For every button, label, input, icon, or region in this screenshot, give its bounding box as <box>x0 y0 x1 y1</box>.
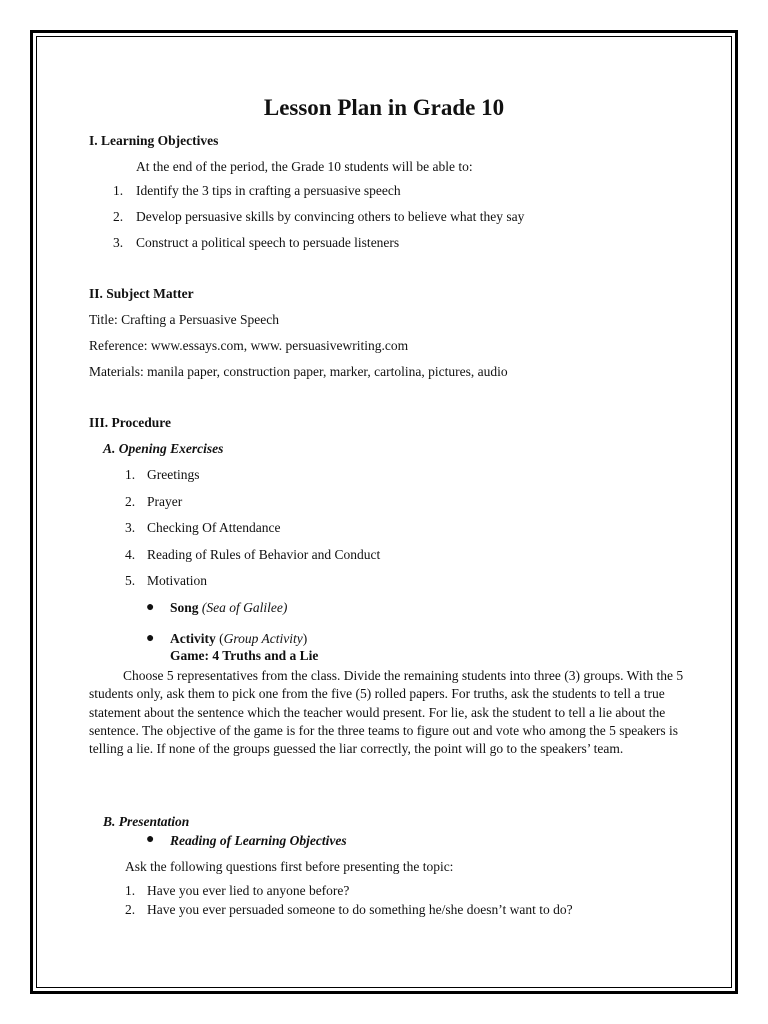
opening-item: Greetings <box>147 467 200 482</box>
subject-reference: Reference: www.essays.com, www. persuasivewriting.com <box>89 338 409 353</box>
motivation-song <box>170 600 287 616</box>
list-number: 2. <box>113 209 124 224</box>
section-heading-subject-matter: II. Subject Matter <box>89 286 194 301</box>
song-detail: (Sea of Galilee) <box>201 600 288 615</box>
question-item: Have you ever persuaded someone to do something he/she doesn’t want to do? <box>147 902 573 917</box>
page-border-inner <box>36 36 732 988</box>
list-number: 5. <box>125 573 136 588</box>
section-heading-procedure: III. Procedure <box>89 415 171 430</box>
objective-item: Identify the 3 tips in crafting a persuasive speech <box>136 183 401 198</box>
activity-paren-close: ) <box>302 631 308 646</box>
presentation-bullet: Reading of Learning Objectives <box>170 833 347 848</box>
activity-detail: Group Activity <box>223 631 303 646</box>
objective-item: Develop persuasive skills by convincing others to believe what they say <box>136 209 525 224</box>
objective-item: Construct a political speech to persuade listeners <box>136 235 400 250</box>
bullet-dot: ● <box>146 600 155 615</box>
activity-label: Activity <box>170 631 216 646</box>
game-description: Choose 5 representatives from the class. Divide the remaining students into three (3) groups. With the 5 students only, ask them to pick one from the five (5) rolled papers. For truths, ask the students to tell a true statement about the sentence which the teacher would present. For lie, ask the student to tell a lie about the sentence. The objective of the game is for the three teams to figure out and vote who among the 5 speakers is telling a lie. If none of the groups guessed the liar correctly, the point will go to the speakers’ team. <box>89 668 684 757</box>
bullet-dot: ● <box>146 631 155 646</box>
list-number: 4. <box>125 547 136 562</box>
subject-title: Title: Crafting a Persuasive Speech <box>89 312 279 327</box>
list-number: 1. <box>113 183 124 198</box>
list-number: 1. <box>125 883 136 898</box>
document-title: Lesson Plan in Grade 10 <box>263 95 505 120</box>
list-number: 1. <box>125 467 136 482</box>
list-number: 2. <box>125 902 136 917</box>
opening-item: Reading of Rules of Behavior and Conduct <box>147 547 381 562</box>
opening-item: Prayer <box>147 494 183 509</box>
section-heading-learning-objectives: I. Learning Objectives <box>89 133 219 148</box>
list-number: 3. <box>113 235 124 250</box>
question-item: Have you ever lied to anyone before? <box>147 883 350 898</box>
list-number: 3. <box>125 520 136 535</box>
presentation-intro: Ask the following questions first before presenting the topic: <box>125 859 454 874</box>
bullet-dot: ● <box>146 832 155 847</box>
motivation-activity <box>170 631 307 647</box>
objectives-intro: At the end of the period, the Grade 10 students will be able to: <box>136 159 473 174</box>
game-title: Game: 4 Truths and a Lie <box>170 648 319 663</box>
activity-paren-open: ( <box>215 631 224 646</box>
subject-materials: Materials: manila paper, construction paper, marker, cartolina, pictures, audio <box>89 364 508 379</box>
list-number: 2. <box>125 494 136 509</box>
subheading-presentation: B. Presentation <box>103 814 190 829</box>
song-label: Song <box>170 600 199 615</box>
opening-item: Checking Of Attendance <box>147 520 281 535</box>
opening-item: Motivation <box>147 573 207 588</box>
subheading-opening-exercises: A. Opening Exercises <box>103 441 224 456</box>
